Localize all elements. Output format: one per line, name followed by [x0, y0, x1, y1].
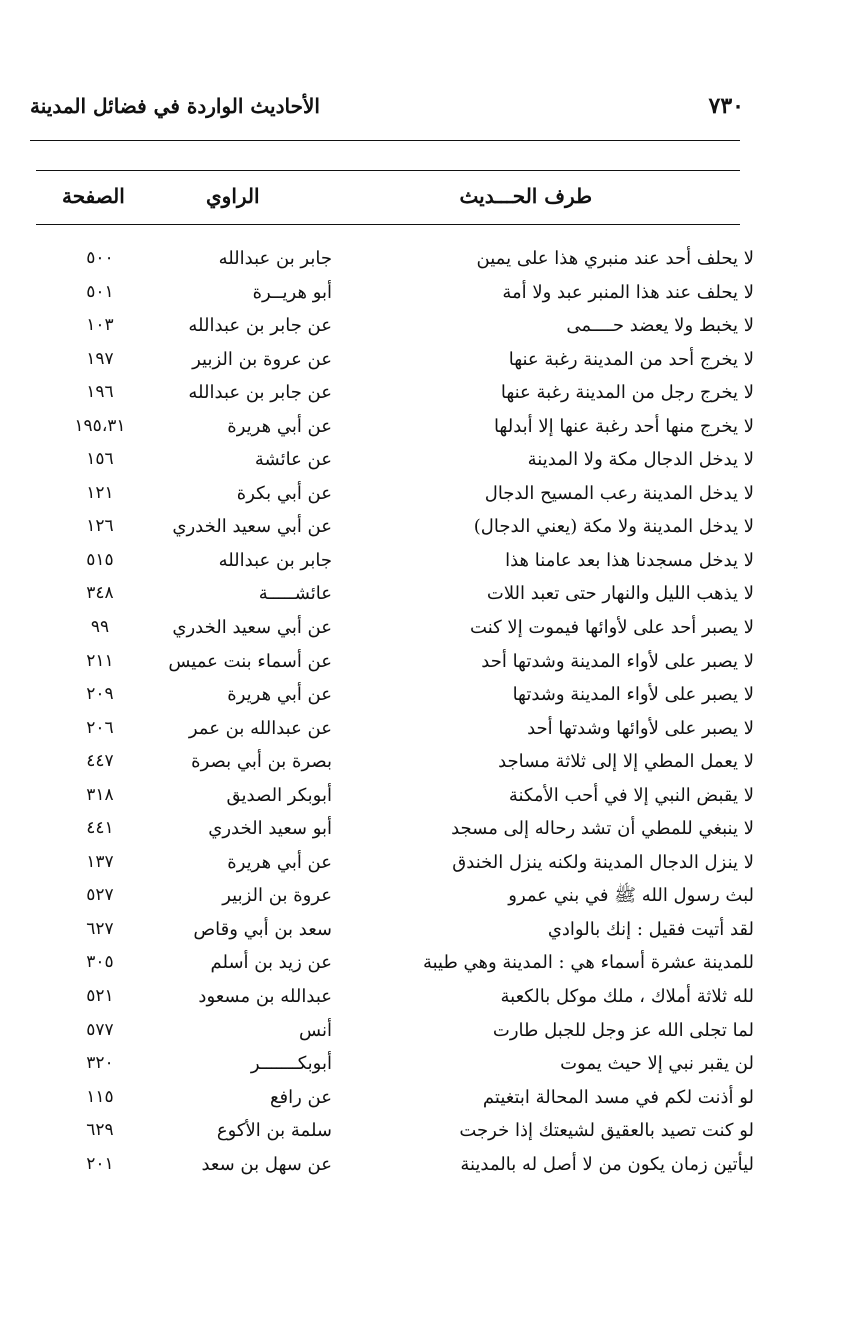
table-row	[36, 1014, 754, 1048]
page-reference: ٥٧٧	[86, 1019, 114, 1040]
table-row	[36, 712, 754, 746]
hadith-text: لا يقبض النبي إلا في أحب الأمكنة	[508, 784, 754, 806]
table-row	[36, 980, 754, 1014]
page-reference: ١٢١	[86, 482, 114, 503]
table-top-rule	[36, 170, 740, 171]
hadith-text: لا ينزل الدجال المدينة ولكنه ينزل الخندق	[452, 851, 754, 873]
page-reference: ١٩٧	[86, 348, 114, 369]
page-reference: ٦٢٩	[86, 1120, 114, 1141]
page-number: ٧٣٠	[708, 93, 744, 119]
table-row	[36, 510, 754, 544]
page-reference: ٤٤١	[86, 818, 114, 839]
page-reference: ٣٤٨	[86, 583, 114, 604]
page-reference: ٥٢١	[86, 986, 114, 1007]
page-reference: ٣٢٠	[86, 1053, 114, 1074]
page-reference: ١٣٧	[86, 851, 114, 872]
narrator-name: عن زيد بن أسلم	[210, 952, 332, 974]
hadith-text: لو كنت تصيد بالعقيق لشيعتك إذا خرجت	[459, 1120, 754, 1142]
table-row	[36, 946, 754, 980]
hadith-text: لا ينبغي للمطي أن تشد رحاله إلى مسجد	[451, 818, 754, 840]
table-row	[36, 678, 754, 712]
hadith-text: لا يصبر أحد على لأوائها فيموت إلا كنت	[470, 617, 754, 639]
table-row	[36, 1114, 754, 1148]
page-reference: ١٠٣	[86, 315, 114, 336]
table-row	[36, 846, 754, 880]
page-reference: ١٩٦	[86, 382, 114, 403]
narrator-name: عن جابر بن عبدالله	[188, 315, 332, 337]
table-row	[36, 913, 754, 947]
narrator-name: أبو سعيد الخدري	[208, 818, 332, 840]
hadith-text: لا يخبط ولا يعضد حــــمى	[566, 315, 754, 337]
column-header-hadith: طرف الحـــديث	[459, 184, 592, 208]
page-reference: ٥٢٧	[86, 885, 114, 906]
hadith-text: لا يدخل مسجدنا هذا بعد عامنا هذا	[505, 549, 754, 571]
table-row	[36, 477, 754, 511]
page-reference: ٣١٨	[86, 784, 114, 805]
table-row	[36, 1081, 754, 1115]
table-row	[36, 779, 754, 813]
narrator-name: أبوبكر الصديق	[226, 784, 332, 806]
table-row	[36, 812, 754, 846]
table-row	[36, 410, 754, 444]
hadith-text: لا يصبر على لأوائها وشدتها أحد	[527, 717, 754, 739]
table-row	[36, 443, 754, 477]
narrator-name: عن عروة بن الزبير	[192, 348, 332, 370]
table-row	[36, 577, 754, 611]
page-reference: ٤٤٧	[86, 751, 114, 772]
hadith-text: لا يصبر على لأواء المدينة وشدتها أحد	[481, 650, 754, 672]
table-row	[36, 343, 754, 377]
narrator-name: عن سهل بن سعد	[201, 1153, 332, 1175]
table-row	[36, 745, 754, 779]
table-body	[36, 242, 754, 1181]
header-rule	[30, 140, 740, 141]
table-row	[36, 1148, 754, 1182]
page-reference: ٥١٥	[86, 549, 114, 570]
narrator-name: عن أبي بكرة	[236, 482, 332, 504]
narrator-name: أبو هريــرة	[252, 281, 332, 303]
narrator-name: عن أبي هريرة	[227, 684, 332, 706]
hadith-text: لا يدخل الدجال مكة ولا المدينة	[527, 449, 754, 471]
hadith-text: لن يقبر نبي إلا حيث يموت	[560, 1053, 754, 1075]
hadith-text: لا يصبر على لأواء المدينة وشدتها	[512, 684, 754, 706]
page-reference: ٥٠١	[86, 281, 114, 302]
hadith-text: لما تجلى الله عز وجل للجبل طارت	[492, 1019, 754, 1041]
table-row	[36, 242, 754, 276]
narrator-name: عائشـــــة	[258, 583, 332, 605]
table-row	[36, 276, 754, 310]
page-reference: ٦٢٧	[86, 918, 114, 939]
hadith-text: لا يخرج رجل من المدينة رغبة عنها	[500, 382, 754, 404]
table-row	[36, 544, 754, 578]
narrator-name: سعد بن أبي وقاص	[193, 918, 332, 940]
table-row	[36, 376, 754, 410]
narrator-name: عن عائشة	[254, 449, 332, 471]
hadith-text: لا يحلف أحد عند منبري هذا على يمين	[476, 248, 754, 269]
page-reference: ٢٠١	[86, 1153, 114, 1174]
narrator-name: عن أسماء بنت عميس	[168, 650, 332, 672]
narrator-name: عن أبي هريرة	[227, 851, 332, 873]
hadith-text: للمدينة عشرة أسماء هي : المدينة وهي طيبة	[422, 952, 754, 974]
narrator-name: عن جابر بن عبدالله	[188, 382, 332, 404]
table-row	[36, 1047, 754, 1081]
column-header-narrator: الراوي	[206, 184, 260, 208]
narrator-name: بصرة بن أبي بصرة	[191, 751, 332, 773]
hadith-text: لا يعمل المطي إلا إلى ثلاثة مساجد	[498, 751, 754, 773]
table-row	[36, 309, 754, 343]
page-header	[30, 88, 744, 124]
hadith-text: لا يدخل المدينة ولا مكة (يعني الدجال)	[473, 516, 754, 538]
narrator-name: جابر بن عبدالله	[218, 549, 332, 571]
table-header	[36, 178, 740, 222]
page-reference: ٣٠٥	[86, 952, 114, 973]
table-row	[36, 879, 754, 913]
hadith-text: ليأتين زمان يكون من لا أصل له بالمدينة	[460, 1153, 754, 1175]
narrator-name: أنس	[299, 1019, 332, 1041]
page-reference: ١٩٥،٣١	[74, 415, 126, 436]
hadith-text: لا يدخل المدينة رعب المسيح الدجال	[484, 482, 754, 504]
narrator-name: عن عبدالله بن عمر	[188, 717, 332, 739]
page-reference: ٢٠٦	[86, 717, 114, 738]
narrator-name: أبوبكـــــــر	[250, 1053, 332, 1075]
narrator-name: عروة بن الزبير	[222, 885, 332, 907]
narrator-name: سلمة بن الأكوع	[216, 1120, 332, 1142]
narrator-name: عن أبي هريرة	[227, 415, 332, 437]
hadith-text: لا يحلف عند هذا المنبر عبد ولا أمة	[502, 281, 754, 303]
table-header-rule	[36, 224, 740, 225]
page-reference: ٢١١	[86, 650, 114, 671]
hadith-text: لقد أتيت فقيل : إنك بالوادي	[547, 918, 754, 940]
page-reference: ٥٠٠	[86, 248, 114, 268]
page-reference: ١١٥	[86, 1086, 114, 1107]
table-row	[36, 611, 754, 645]
hadith-text: لبث رسول الله ﷺ في بني عمرو	[508, 885, 754, 907]
page-reference: ١٥٦	[86, 449, 114, 470]
table-row	[36, 645, 754, 679]
narrator-name: عن أبي سعيد الخدري	[172, 617, 332, 639]
narrator-name: عن رافع	[269, 1086, 332, 1108]
narrator-name: جابر بن عبدالله	[218, 248, 332, 269]
running-title: الأحاديث الواردة في فضائل المدينة	[30, 94, 320, 118]
hadith-text: لا يذهب الليل والنهار حتى تعبد اللات	[486, 583, 754, 605]
column-header-page: الصفحة	[62, 184, 125, 208]
page-reference: ٢٠٩	[86, 684, 114, 705]
hadith-text: لا يخرج أحد من المدينة رغبة عنها	[508, 348, 754, 370]
hadith-text: لو أذنت لكم في مسد المحالة ابتغيتم	[482, 1086, 754, 1108]
page-reference: ١٢٦	[86, 516, 114, 537]
page-reference: ٩٩	[90, 617, 110, 638]
hadith-text: لله ثلاثة أملاك ، ملك موكل بالكعبة	[500, 986, 754, 1008]
narrator-name: عبدالله بن مسعود	[198, 986, 332, 1008]
hadith-text: لا يخرج منها أحد رغبة عنها إلا أبدلها	[493, 415, 754, 437]
narrator-name: عن أبي سعيد الخدري	[172, 516, 332, 538]
